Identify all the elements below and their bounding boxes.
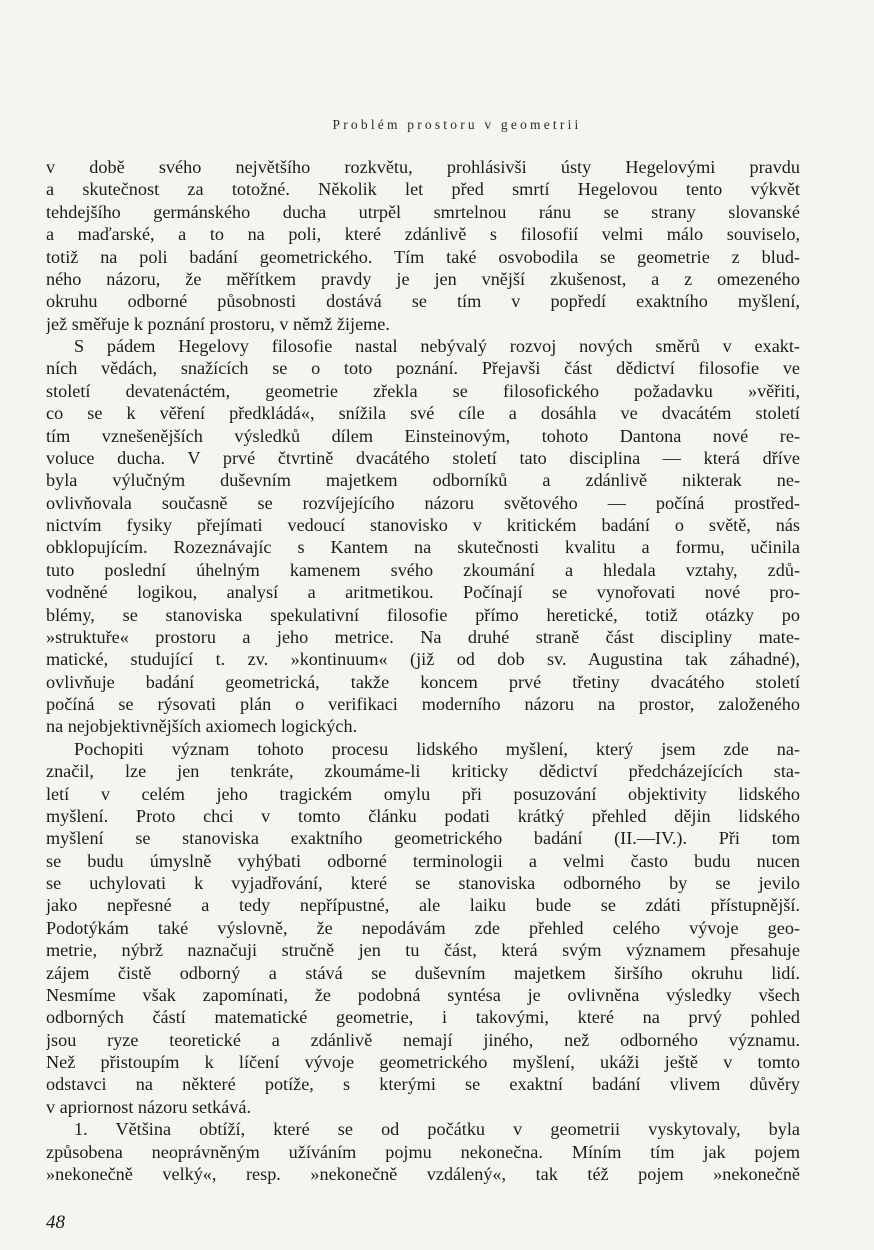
text-line: byla výlučným duševním majetkem odborníků a zdánlivě nikterak ne- xyxy=(46,470,800,491)
text-line: tehdejšího germánského ducha utrpěl smrtelnou ránu se strany slovanské xyxy=(46,201,800,222)
running-head: Problém prostoru v geometrii xyxy=(332,117,582,132)
text-line: matické, studující t. zv. »kontinuum« (již od dob sv. Augustina tak záhadné), xyxy=(46,649,800,670)
text-line: odborných částí matematické geometrie, i takovými, které na prvý pohled xyxy=(46,1007,800,1028)
text-line: se uchylovati k vyjadřování, které se stanoviska odborného by se jevilo xyxy=(46,873,800,893)
text-line: jsou ryze teoretické a zdánlivě nemají jiného, než odborného významu. xyxy=(46,1029,800,1050)
text-line: Podotýkám také výslovně, že nepodávám zde přehled celého vývoje geo- xyxy=(46,917,800,938)
text-line: blémy, se stanoviska spekulativní filosofie přímo heretické, totiž otázky po xyxy=(46,604,800,625)
text-line: totiž na poli badání geometrického. Tím také osvobodila se geometrie z blud- xyxy=(46,246,800,267)
text-line: tím vznešenějších výsledků dílem Einsteinovým, tohoto Dantona nové re- xyxy=(46,425,800,446)
text-line: myšlení. Proto chci v tomto článku podati krátký přehled dějin lidského xyxy=(46,805,800,826)
text-line: značil, lze jen tenkráte, zkoumáme-li kriticky dědictví předcházejících sta- xyxy=(46,761,800,782)
text-line: vodněné logikou, analysí a aritmetikou. Počínají se vynořovati nové pro- xyxy=(46,582,800,603)
text-line: obklopujícím. Rozeznávajíc s Kantem na skutečnosti kvalitu a formu, učinila xyxy=(46,537,800,558)
text-line: ného názoru, že měřítkem pravdy je jen vnější zkušenost, a z omezeného xyxy=(46,268,800,289)
text-line: ovlivňuje badání geometrická, takže koncem prvé třetiny dvacátého století xyxy=(46,671,800,692)
text-line: co se k věření předkládá«, snížila své cíle a dosáhla ve dvacátém století xyxy=(46,403,800,424)
text-line: okruhu odborné působnosti dostává se tím v popředí exaktního myšlení, xyxy=(46,291,800,312)
text-line: metrie, nýbrž naznačuji stručně jen tu část, která svým významem přesahuje xyxy=(46,940,800,961)
text-line: voluce ducha. V prvé čtvrtině dvacátého století tato disciplina — která dříve xyxy=(46,447,800,468)
text-line: se budu úmyslně vyhýbati odborné terminologii a velmi často budu nucen xyxy=(46,850,800,871)
text-line: Nesmíme však zapomínati, že podobná syntésa je ovlivněna výsledky všech xyxy=(46,984,800,1005)
text-line: na nejobjektivnějších axiomech logických. xyxy=(46,716,358,737)
text-line: v apriornost názoru setkává. xyxy=(46,1096,252,1117)
text-line: v době svého největšího rozkvětu, prohlásivši ústy Hegelovými pravdu xyxy=(46,157,800,177)
text-line: letí v celém jeho tragickém omylu při posuzování objektivity lidského xyxy=(46,783,800,804)
text-line: »struktuře« prostoru a jeho metrice. Na druhé straně část discipliny mate- xyxy=(46,626,800,647)
text-line: století devatenáctém, geometrie zřekla se filosofického požadavku »věřiti, xyxy=(46,380,800,401)
text-line: a skutečnost za totožné. Několik let před smrtí Hegelovou tento výkvět xyxy=(46,179,800,200)
text-line: ovlivňovala současně se rozvíjejícího názoru světového — počíná prostřed- xyxy=(46,492,800,513)
text-line: »nekonečně velký«, resp. »nekonečně vzdálený«, tak též pojem »nekonečně xyxy=(46,1163,800,1184)
text-line: jako nepřesné a tedy nepřípustné, ale laiku bude se zdáti přístupnější. xyxy=(46,895,800,916)
text-line: Pochopiti význam tohoto procesu lidského myšlení, který jsem zde na- xyxy=(74,738,800,759)
text-line: počíná se rýsovati plán o verifikaci moderního názoru na prostor, založeného xyxy=(46,694,800,714)
text-line: 1. Většina obtíží, které se od počátku v geometrii vyskytovaly, byla xyxy=(74,1119,800,1140)
text-line: a maďarské, a to na poli, které zdánlivě s filosofií velmi málo souviselo, xyxy=(46,224,800,245)
body-text xyxy=(46,156,800,1185)
text-line: Než přistoupím k líčení vývoje geometrického myšlení, ukáži ještě v tomto xyxy=(46,1052,800,1072)
text-line: tuto poslední úhelným kamenem svého zkoumání a hledala vztahy, zdů- xyxy=(46,559,800,580)
page-number: 48 xyxy=(46,1212,65,1233)
text-line: odstavci na některé potíže, s kterými se exaktní badání vlivem důvěry xyxy=(46,1074,800,1095)
text-line: zájem čistě odborný a stává se duševním majetkem širšího okruhu lidí. xyxy=(46,962,800,983)
text-line: nictvím fysiky přejímati vedoucí stanovisko v kritickém badání o světě, nás xyxy=(46,515,800,535)
text-line: myšlení se stanoviska exaktního geometrického badání (II.—IV.). Při tom xyxy=(46,828,800,849)
text-line: ních vědách, snažících se o toto poznání. Přejavši část dědictví filosofie ve xyxy=(46,358,800,379)
text-line: S pádem Hegelovy filosofie nastal nebývalý rozvoj nových směrů v exakt- xyxy=(74,336,800,356)
text-line: jež směřuje k poznání prostoru, v němž žijeme. xyxy=(46,313,390,334)
text-line: způsobena neoprávněným užíváním pojmu nekonečna. Míním tím jak pojem xyxy=(46,1141,800,1162)
